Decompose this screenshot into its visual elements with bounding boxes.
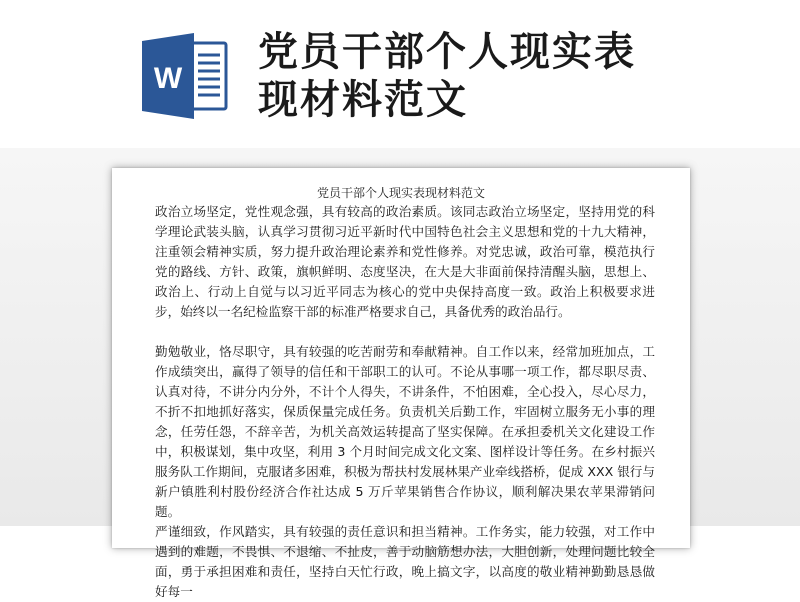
paragraph-3: 严谨细致，作风踏实，具有较强的责任意识和担当精神。工作务实，能力较强，对工作中遇到的难题，不畏惧、不退缩、不扯皮，善于动脑筋想办法，大胆创新，处理问题比较全面，勇于承担困难和责任，坚持白天忙行政，晚上搞文字，以高度的敬业精神勤勤恳恳做好每一 [155,524,655,599]
header-banner [0,0,800,160]
paragraph-1: 政治立场坚定，党性观念强，具有较高的政治素质。该同志政治立场坚定，坚持用党的科学理论武装头脑，认真学习贯彻习近平新时代中国特色社会主义思想和党的十九大精神，注重领会精神实质，努力提升政治理论素养和党性修养。对党忠诚，政治可靠，模范执行党的路线、方针、政策，旗帜鲜明、态度坚决，在大是大非面前保持清醒头脑，思想上、政治上、行动上自觉与以习近平同志为核心的党中央保持高度一致。政治上积极要求进步，始终以一名纪检监察干部的标准严格要求自己，具备优秀的政治品行。 [155,204,655,319]
page-title-line-2: 现材料范文 [258,77,468,123]
word-document-icon [140,33,232,119]
document-body [155,202,655,602]
page-title-line-1: 党员干部个人现实表 [258,29,636,75]
page-title [258,28,758,124]
document-page [112,168,690,599]
paragraph-2: 勤勉敬业，恪尽职守，具有较强的吃苦耐劳和奉献精神。自工作以来，经常加班加点，工作成绩突出，赢得了领导的信任和干部职工的认可。不论从事哪一项工作，都尽职尽责、认真对待，不讲分内分外，不计个人得失，不讲条件，不怕困难，全心投入，尽心尽力，不折不扣地抓好落实，保质保量完成任务。负责机关后勤工作，牢固树立服务无小事的理念，任劳任怨，不辞辛苦，为机关高效运转提高了坚实保障。在承担委机关文化建设工作中，积极谋划，集中攻坚，利用 3 个月时间完成文化文案、图样设计等任务。在乡村振兴服务队工作期间，克服诸多困难，积极为帮扶村发展林果产业牵线搭桥，促成 XXX 银行与新户镇胜利村股份经济合作社达成 5 万斤苹果销售合作协议，顺利解决果农苹果滞销问题。 [155,344,655,519]
word-icon-letter: W [153,62,183,95]
document-title: 党员干部个人现实表现材料范文 [316,186,485,200]
